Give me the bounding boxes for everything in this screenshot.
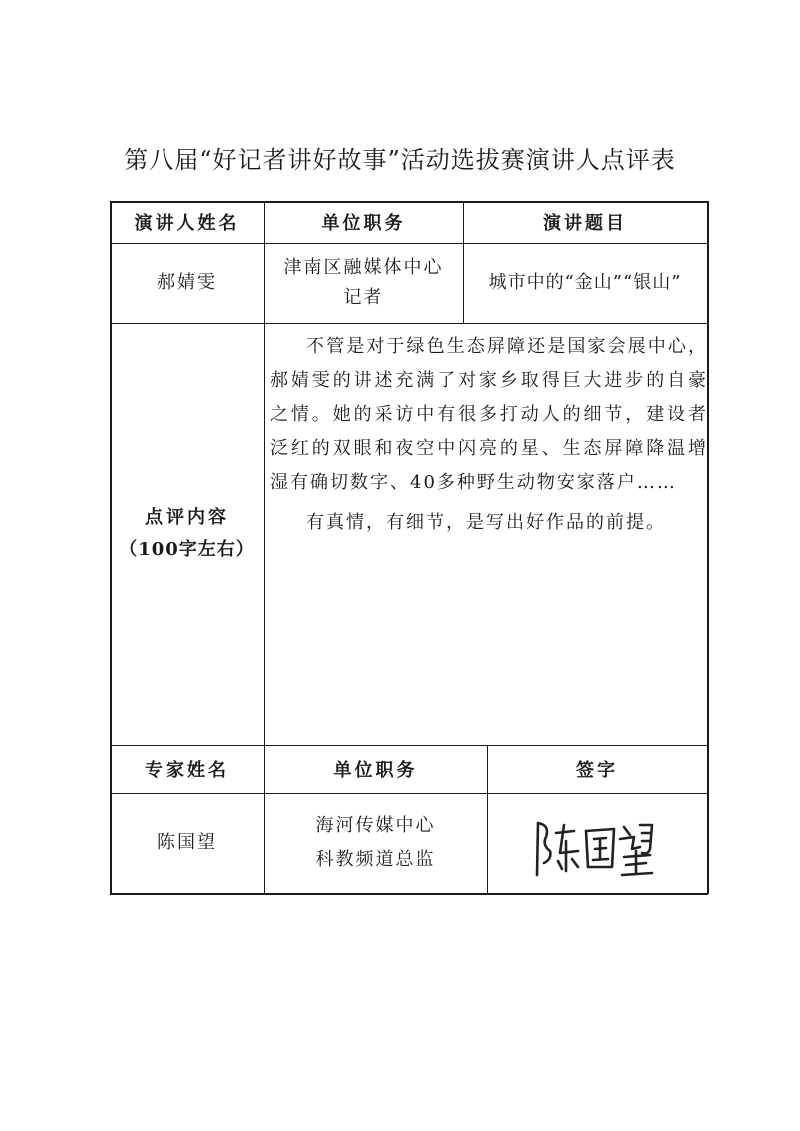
header-expert-unit: 单位职务: [333, 760, 418, 781]
speaker-name: 郝婧雯: [157, 272, 217, 293]
expert-unit-line1: 海河传媒中心: [315, 815, 436, 836]
review-label-stack: [119, 502, 255, 566]
review-label: 点评内容: [144, 507, 229, 528]
header-speech-topic: 演讲题目: [543, 213, 627, 234]
expert-name: 陈国望: [157, 832, 217, 853]
expert-unit-cell: [264, 793, 487, 893]
review-paragraph-1: 不管是对于绿色生态屏障还是国家会展中心，郝婧雯的讲述充满了对家乡取得巨大进步的自豪之情。她的采访中有很多打动人的细节，建设者泛红的双眼和夜空中闪亮的星、生态屏障降温增湿有确切数字、40多种野生动物安家落户……: [270, 336, 708, 493]
speech-topic: 城市中的“金山”“银山”: [488, 272, 682, 293]
header-unit-position: 单位职务: [321, 213, 406, 234]
speaker-unit-line1: 津南区融媒体中心: [283, 257, 444, 278]
document-title: 第八届“好记者讲好故事”活动选拔赛演讲人点评表: [124, 146, 676, 174]
speaker-unit-cell: [264, 243, 463, 323]
speaker-unit-line2: 记者: [343, 287, 384, 308]
review-paragraph-2: 有真情，有细节，是写出好作品的前提。: [306, 512, 666, 533]
review-label-cell: [110, 323, 264, 745]
header-expert-name: 专家姓名: [145, 760, 229, 781]
expert-unit-stack: [316, 809, 436, 877]
header-signature: 签字: [576, 760, 618, 781]
review-content: [270, 330, 708, 540]
header-speaker-name: 演讲人姓名: [134, 213, 240, 234]
handwritten-signature: [520, 805, 660, 885]
table-border-bottom: [110, 893, 708, 895]
expert-unit-line2: 科教频道总监: [315, 849, 436, 870]
review-label-note: （100字左右）: [119, 539, 255, 560]
table-border-right: [707, 201, 709, 894]
speaker-unit-stack: [284, 253, 444, 313]
